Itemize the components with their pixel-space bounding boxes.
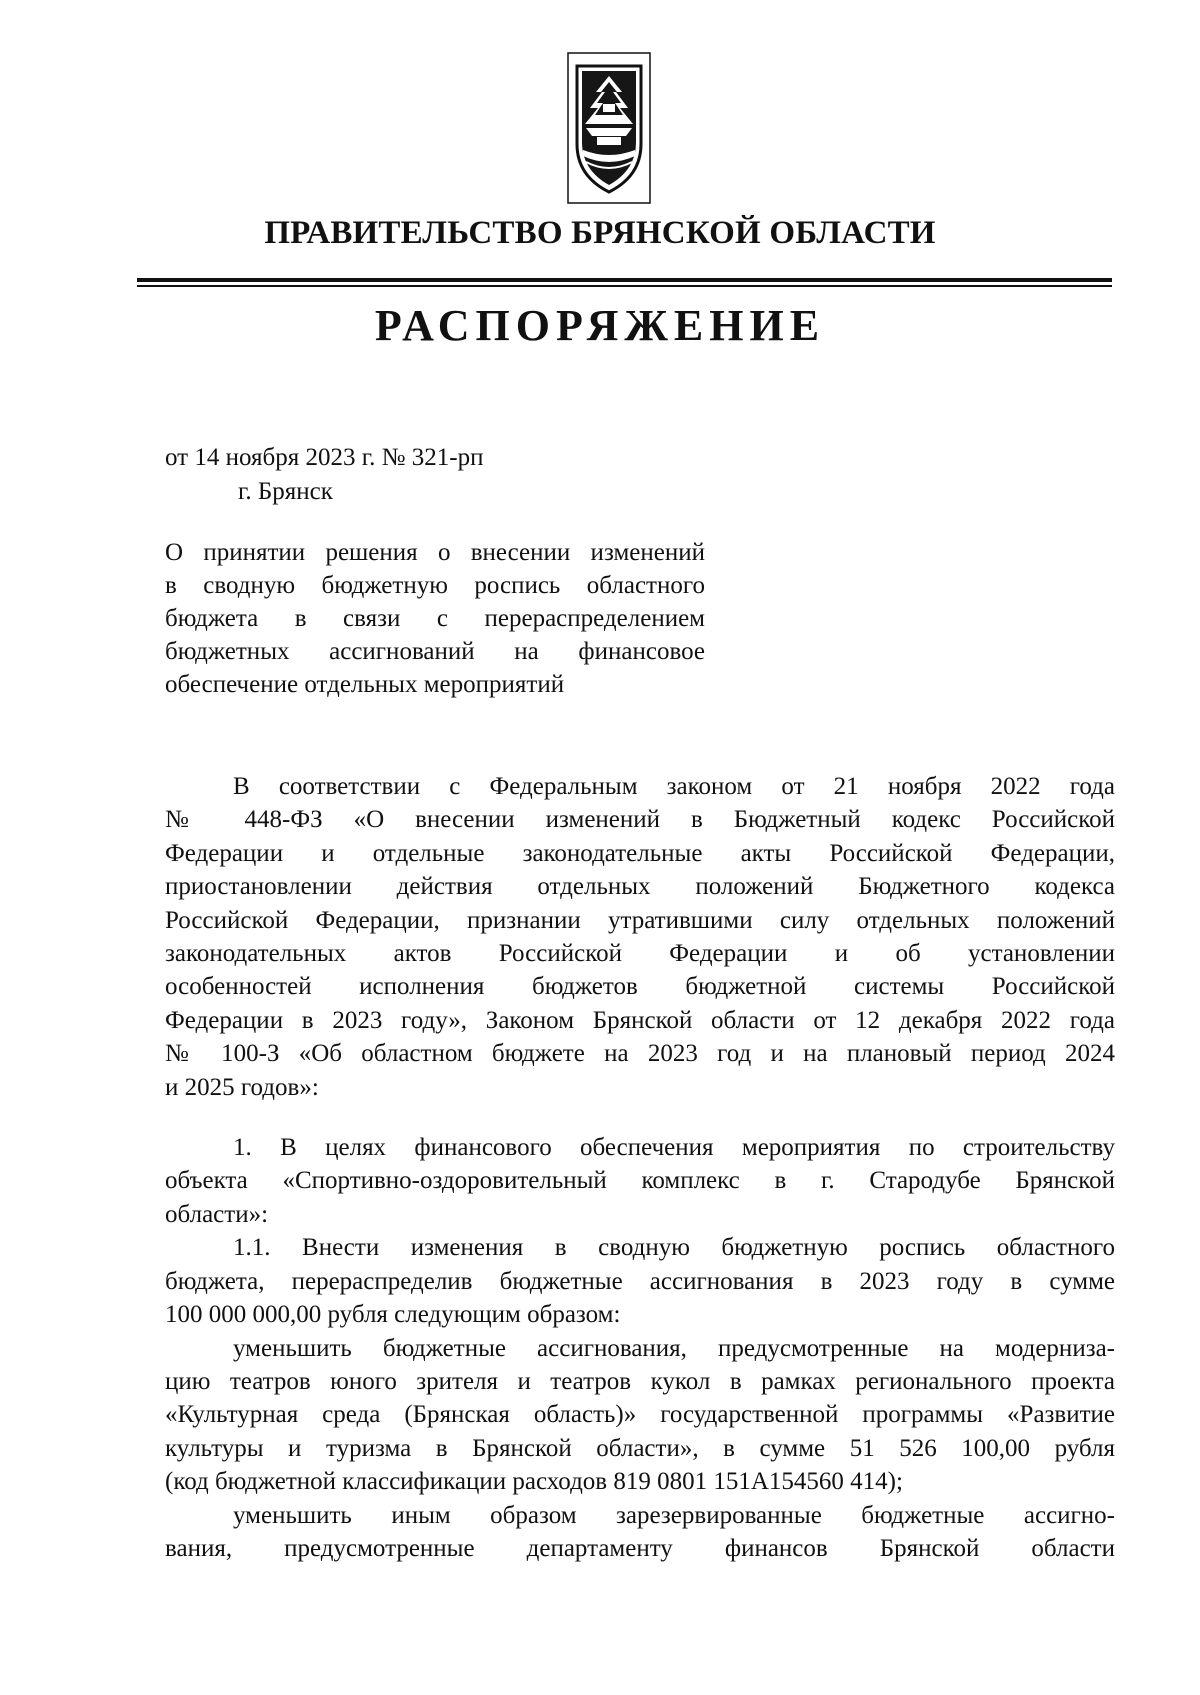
body-line: цию театров юного зрителя и театров кукол в рамках регионального проекта bbox=[165, 1367, 1115, 1395]
body-line: культуры и туризма в Брянской области», в сумме 51 526 100,00 рубля bbox=[165, 1434, 1115, 1462]
body-line: 1. В целях финансового обеспечения мероприятия по строительству bbox=[233, 1134, 1115, 1162]
preamble-paragraph bbox=[165, 770, 1115, 1104]
reduce-reserved-paragraph bbox=[165, 1499, 1115, 1566]
document-body bbox=[165, 770, 1115, 1565]
body-line: В соответствии с Федеральным законом от 21 ноября 2022 года bbox=[233, 773, 1115, 800]
body-line: и 2025 годов»: bbox=[165, 1073, 319, 1101]
header-divider-thin bbox=[137, 285, 1112, 287]
subject-line: бюджетных ассигнований на финансовое bbox=[165, 638, 705, 665]
document-city: г. Брянск bbox=[238, 478, 333, 505]
body-line: бюджета, перераспределив бюджетные ассигнования в 2023 году в сумме bbox=[165, 1267, 1115, 1295]
body-line: (код бюджетной классификации расходов 819 0801 151А154560 414); bbox=[165, 1468, 903, 1496]
body-line: № 100-З «Об областном бюджете на 2023 год и на плановый период 2024 bbox=[165, 1040, 1115, 1068]
body-line: уменьшить бюджетные ассигнования, предусмотренные на модерниза- bbox=[233, 1334, 1115, 1362]
paragraph-gap bbox=[165, 1104, 1115, 1131]
document-type-title: РАСПОРЯЖЕНИЕ bbox=[374, 301, 826, 350]
body-line: Федерации в 2023 году», Законом Брянской области от 12 декабря 2022 года bbox=[165, 1006, 1115, 1034]
header-divider-thick bbox=[137, 278, 1112, 282]
body-line: 100 000 000,00 рубля следующим образом: bbox=[165, 1301, 621, 1329]
body-line: уменьшить иным образом зарезервированные бюджетные ассигно- bbox=[233, 1501, 1115, 1529]
body-line: 1.1. Внести изменения в сводную бюджетную роспись областного bbox=[233, 1234, 1115, 1262]
body-line: приостановлении действия отдельных положений Бюджетного кодекса bbox=[165, 873, 1115, 901]
document-date-number: от 14 ноября 2023 г. № 321-рп bbox=[165, 444, 484, 471]
subject-line: в сводную бюджетную роспись областного bbox=[165, 572, 705, 599]
body-line: «Культурная среда (Брянская область)» государственной программы «Развитие bbox=[165, 1401, 1115, 1429]
document-subject bbox=[165, 536, 705, 701]
body-line: Федерации и отдельные законодательные акты Российской Федерации, bbox=[165, 839, 1115, 867]
body-line: законодательных актов Российской Федерации и об установлении bbox=[165, 940, 1115, 968]
organization-title: ПРАВИТЕЛЬСТВО БРЯНСКОЙ ОБЛАСТИ bbox=[264, 215, 936, 251]
subject-line: бюджета в связи с перераспределением bbox=[165, 605, 705, 632]
body-line: объекта «Спортивно-оздоровительный комплекс в г. Стародубе Брянской bbox=[165, 1167, 1115, 1195]
body-line: Российской Федерации, признании утратившими силу отдельных положений bbox=[165, 906, 1115, 934]
item-1-paragraph bbox=[165, 1131, 1115, 1231]
body-line: особенностей исполнения бюджетов бюджетной системы Российской bbox=[165, 973, 1115, 1001]
reduce-theatres-paragraph bbox=[165, 1332, 1115, 1499]
body-line: вания, предусмотренные департаменту финансов Брянской области bbox=[165, 1534, 1115, 1562]
body-line: области»: bbox=[165, 1200, 269, 1228]
coat-of-arms-icon bbox=[567, 52, 651, 204]
subject-line: обеспечение отдельных мероприятий bbox=[165, 671, 565, 698]
item-1-1-paragraph bbox=[165, 1231, 1115, 1331]
subject-line: О принятии решения о внесении изменений bbox=[165, 539, 705, 566]
body-line: № 448-ФЗ «О внесении изменений в Бюджетный кодекс Российской bbox=[165, 806, 1115, 834]
